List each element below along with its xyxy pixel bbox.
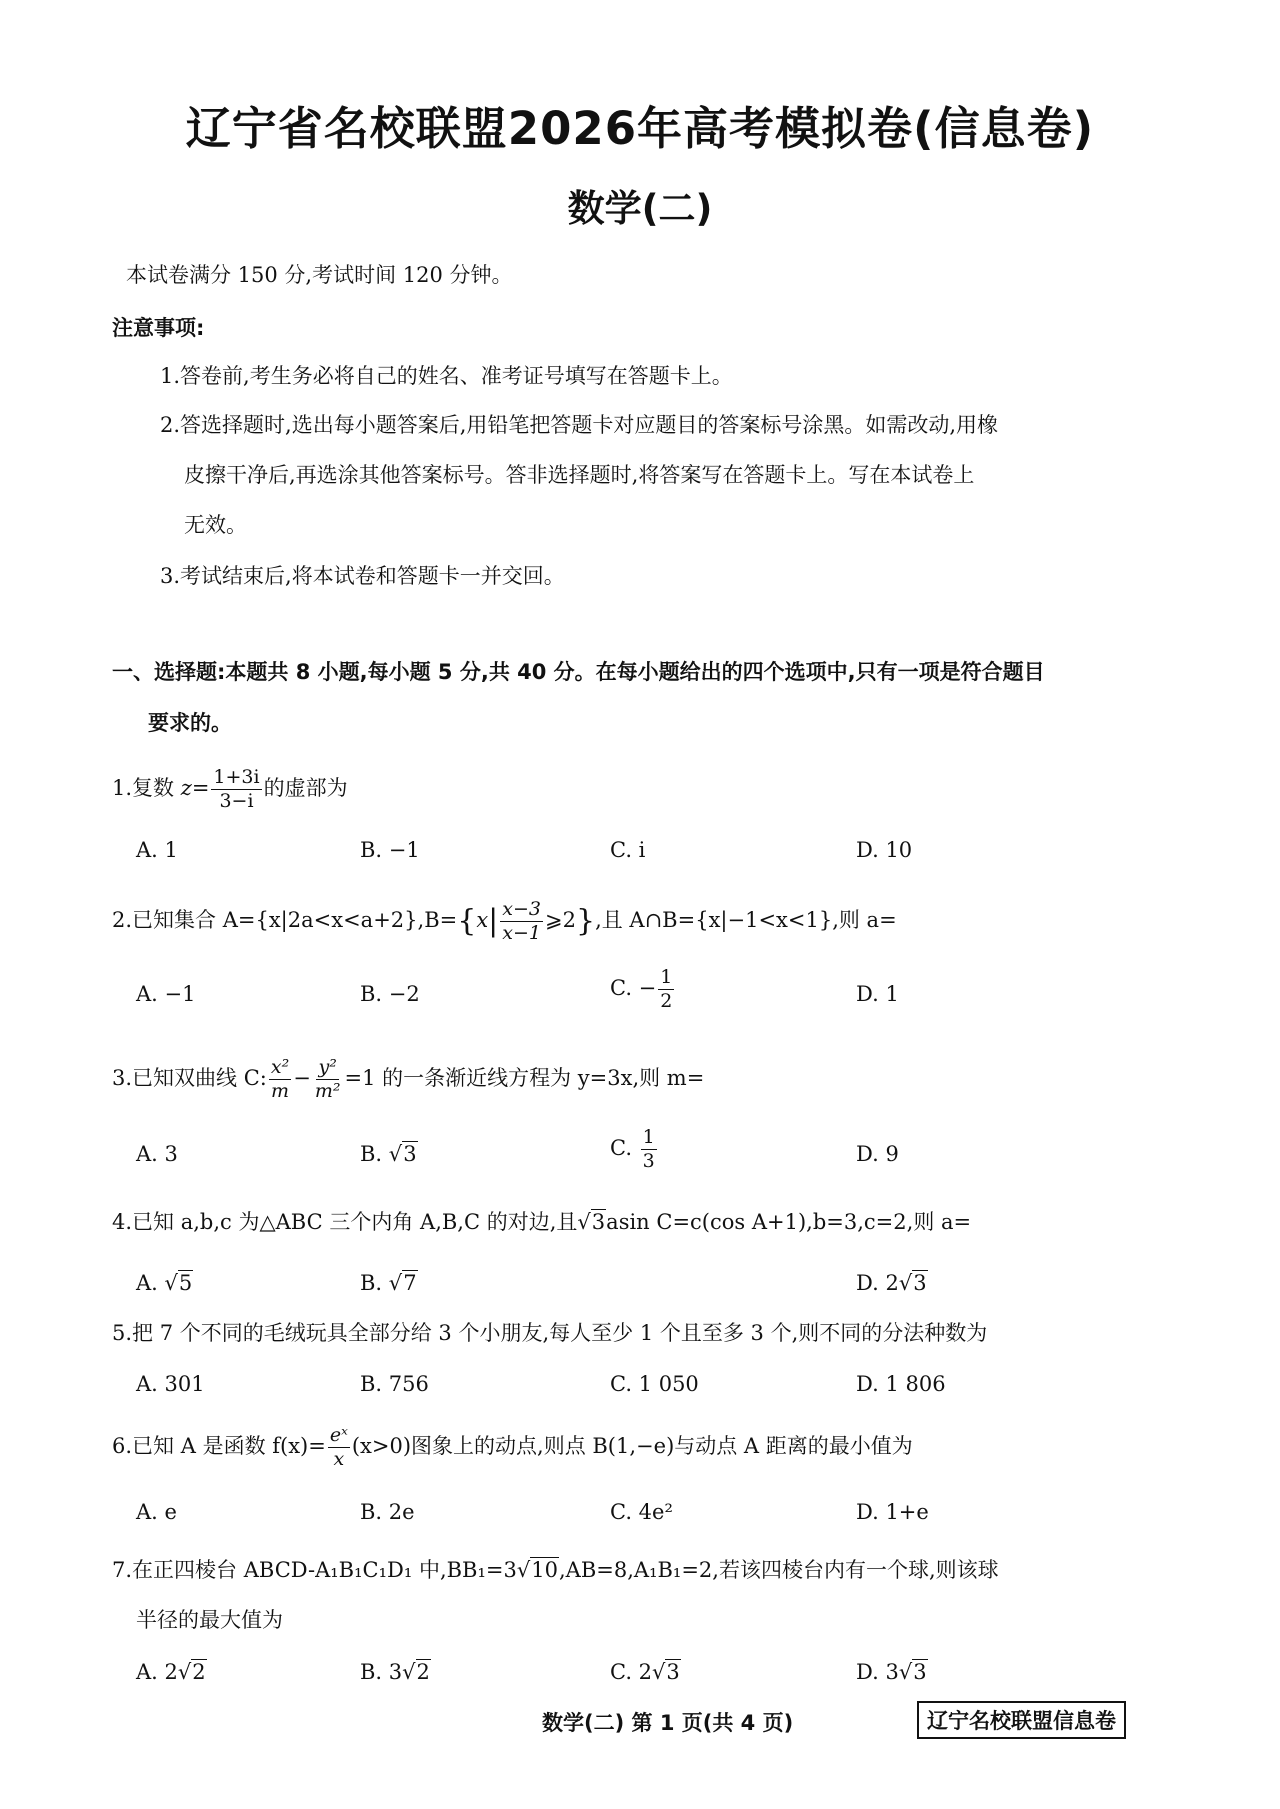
question-7-cont: 半径的最大值为 <box>136 1608 283 1632</box>
q4-option-d: D. 2√3 <box>856 1271 927 1295</box>
note-item-2-cont2: 无效。 <box>184 513 247 537</box>
q3-option-d: D. 9 <box>856 1142 899 1166</box>
q4-option-b: B. √7 <box>360 1271 417 1295</box>
q7-option-d: D. 3√3 <box>856 1660 927 1684</box>
exam-title: 辽宁省名校联盟2026年高考模拟卷(信息卷) <box>185 102 1095 155</box>
q1-option-b: B. −1 <box>360 838 420 862</box>
exam-intro: 本试卷满分 150 分,考试时间 120 分钟。 <box>126 263 513 287</box>
brand-box: 辽宁名校联盟信息卷 <box>917 1701 1126 1739</box>
q4-option-a: A. √5 <box>136 1271 193 1295</box>
q7-option-c: C. 2√3 <box>610 1660 680 1684</box>
q3-option-a: A. 3 <box>136 1142 178 1166</box>
note-item-3: 3.考试结束后,将本试卷和答题卡一并交回。 <box>160 564 565 588</box>
section1-heading-cont: 要求的。 <box>148 711 232 735</box>
fraction: $\frac{x-3}{x-1}$ <box>502 898 541 944</box>
question-7: 7.在正四棱台 ABCD-A₁B₁C₁D₁ 中,BB₁=3√10,AB=8,A₁B₁=2,若该四棱台内有一个球,则该球 <box>112 1558 999 1582</box>
q5-option-d: D. 1 806 <box>856 1372 946 1396</box>
q2-option-d: D. 1 <box>856 982 899 1006</box>
q1-option-d: D. 10 <box>856 838 913 862</box>
page-footer-info: 数学(二) 第 1 页(共 4 页) <box>542 1711 794 1735</box>
q3-option-c: C. $\frac{1}{3}$ <box>610 1126 655 1172</box>
q5-option-c: C. 1 050 <box>610 1372 699 1396</box>
q2-option-b: B. −2 <box>360 982 420 1006</box>
q2-option-a: A. −1 <box>136 982 196 1006</box>
q6-option-c: C. 4e² <box>610 1500 673 1524</box>
q6-option-a: A. e <box>136 1500 177 1524</box>
q6-option-b: B. 2e <box>360 1500 415 1524</box>
notes-heading: 注意事项: <box>112 316 205 340</box>
question-2: 2.已知集合 A={x|2a<x<a+2},B={x| $\frac{x-3}{x-1}$ ⩾2},且 A∩B={x|−1<x<1},则 a= <box>112 898 897 944</box>
question-3: 3.已知双曲线 C: $\frac{\text{x²}}{m}$ − $\frac{\text{y²}}{\text{m²}}$ =1 的一条渐近线方程为 y=3x,则 m= <box>112 1056 705 1102</box>
question-4: 4.已知 a,b,c 为△ABC 三个内角 A,B,C 的对边,且√3asin C=c(cos A+1),b=3,c=2,则 a= <box>112 1210 972 1234</box>
q1-option-c: C. i <box>610 838 646 862</box>
note-item-2-cont: 皮擦干净后,再选涂其他答案标号。答非选择题时,将答案写在答题卡上。写在本试卷上 <box>184 463 975 487</box>
q7-option-a: A. 2√2 <box>136 1660 206 1684</box>
q1-option-a: A. 1 <box>136 838 178 862</box>
question-6: 6.已知 A 是函数 f(x)= $\frac{\text{eˣ}}{x}$ (x>0)图象上的动点,则点 B(1,−e)与动点 A 距离的最小值为 <box>112 1424 913 1470</box>
exam-subtitle: 数学(二) <box>567 187 713 230</box>
q5-option-a: A. 301 <box>136 1372 205 1396</box>
section1-heading: 一、选择题:本题共 8 小题,每小题 5 分,共 40 分。在每小题给出的四个选项中,只有一项是符合题目 <box>112 660 1045 684</box>
note-item-1: 1.答卷前,考生务必将自己的姓名、准考证号填写在答题卡上。 <box>160 364 733 388</box>
question-1: 1.复数 z= $\frac{1+3i}{3-i}$ 的虚部为 <box>112 766 348 812</box>
fraction: $\frac{1+3i}{3-i}$ <box>213 766 260 812</box>
q7-option-b: B. 3√2 <box>360 1660 430 1684</box>
note-item-2: 2.答选择题时,选出每小题答案后,用铅笔把答题卡对应题目的答案标号涂黑。如需改动,用橡 <box>160 413 999 437</box>
question-5: 5.把 7 个不同的毛绒玩具全部分给 3 个小朋友,每人至少 1 个且至多 3 个,则不同的分法种数为 <box>112 1321 988 1345</box>
q6-option-d: D. 1+e <box>856 1500 929 1524</box>
q5-option-b: B. 756 <box>360 1372 429 1396</box>
q3-option-b: B. √3 <box>360 1142 417 1166</box>
q2-option-c: C. − $\frac{1}{2}$ <box>610 966 673 1012</box>
